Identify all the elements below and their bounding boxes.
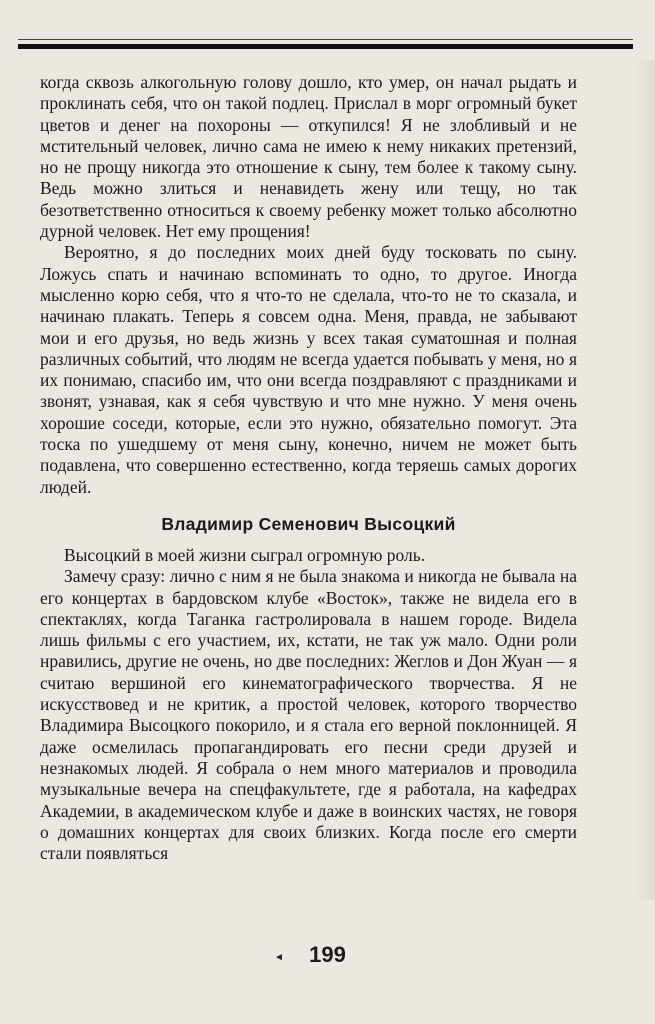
paragraph-2: Вероятно, я до последних моих дней буду тосковать по сыну. Ложусь спать и начинаю вспоминать то одно, то другое. Иногда мысленно корю себя, что я что-то не сделала, что-то не то сказала, и начинаю плакать. Теперь я совсем одна. Меня, правда, не забывают мои и его друзья, но ведь жизнь у всех такая суматошная и полная различных событий, что людям не всегда удается побывать у меня, но я их понимаю, спасибо им, что они всегда поздравляют с праздниками и звонят, узнавая, как я себя чувствую и что мне нужно. У меня очень хорошие соседи, которые, если это нужно, обязательно помогут. Эта тоска по ушедшему от меня сыну, конечно, ничем не может быть подавлена, что совершенно естественно, когда теряешь самых дорогих людей.: [40, 242, 577, 497]
page-text: [40, 72, 577, 864]
page-edge-shadow: [635, 60, 655, 900]
header-rule: [18, 44, 633, 49]
paragraph-3: Высоцкий в моей жизни сыграл огромную роль.: [64, 544, 426, 565]
paragraph-4: Замечу сразу: лично с ним я не была знакома и никогда не бывала на его концертах в бардовском клубе «Восток», также не видела его в спектаклях, когда Таганка гастролировала в нашем городе. Видела лишь фильмы с его участием, их, кстати, не так уж мало. Одни роли нравились, другие не очень, но две последних: Жеглов и Дон Жуан — я считаю вершиной его кинематографического творчества. Я не искусствовед и не критик, а простой человек, которого творчество Владимира Высоцкого покорило, и я стала его верной поклонницей. Я даже осмелилась пропагандировать его песни среди друзей и незнакомых людей. Я собрала о нем много материалов и проводила музыкальные вечера на спецфакультете, где я работала, на кафедрах Академии, в академическом клубе и даже в воинских частях, не говоря о домашних концертах для своих близких. Когда после его смерти стали появляться: [40, 566, 577, 864]
page-marker-icon: ◄: [274, 952, 284, 963]
header-rule-thin: [18, 39, 633, 40]
section-heading: Владимир Семенович Высоцкий: [161, 513, 456, 534]
page-number: 199: [309, 942, 346, 967]
paragraph-1: когда сквозь алкогольную голову дошло, кто умер, он начал рыдать и проклинать себя, что он такой подлец. Прислал в морг огромный букет цветов и денег на похороны — откупился! Я не злобливый и не мстительный человек, лично сама не имею к нему никаких претензий, но не прощу никогда это отношение к сыну, тем более к такому сыну. Ведь можно злиться и ненавидеть жену или тещу, но так безответственно относиться к своему ребенку может только абсолютно дурной человек. Нет ему прощения!: [40, 72, 577, 242]
